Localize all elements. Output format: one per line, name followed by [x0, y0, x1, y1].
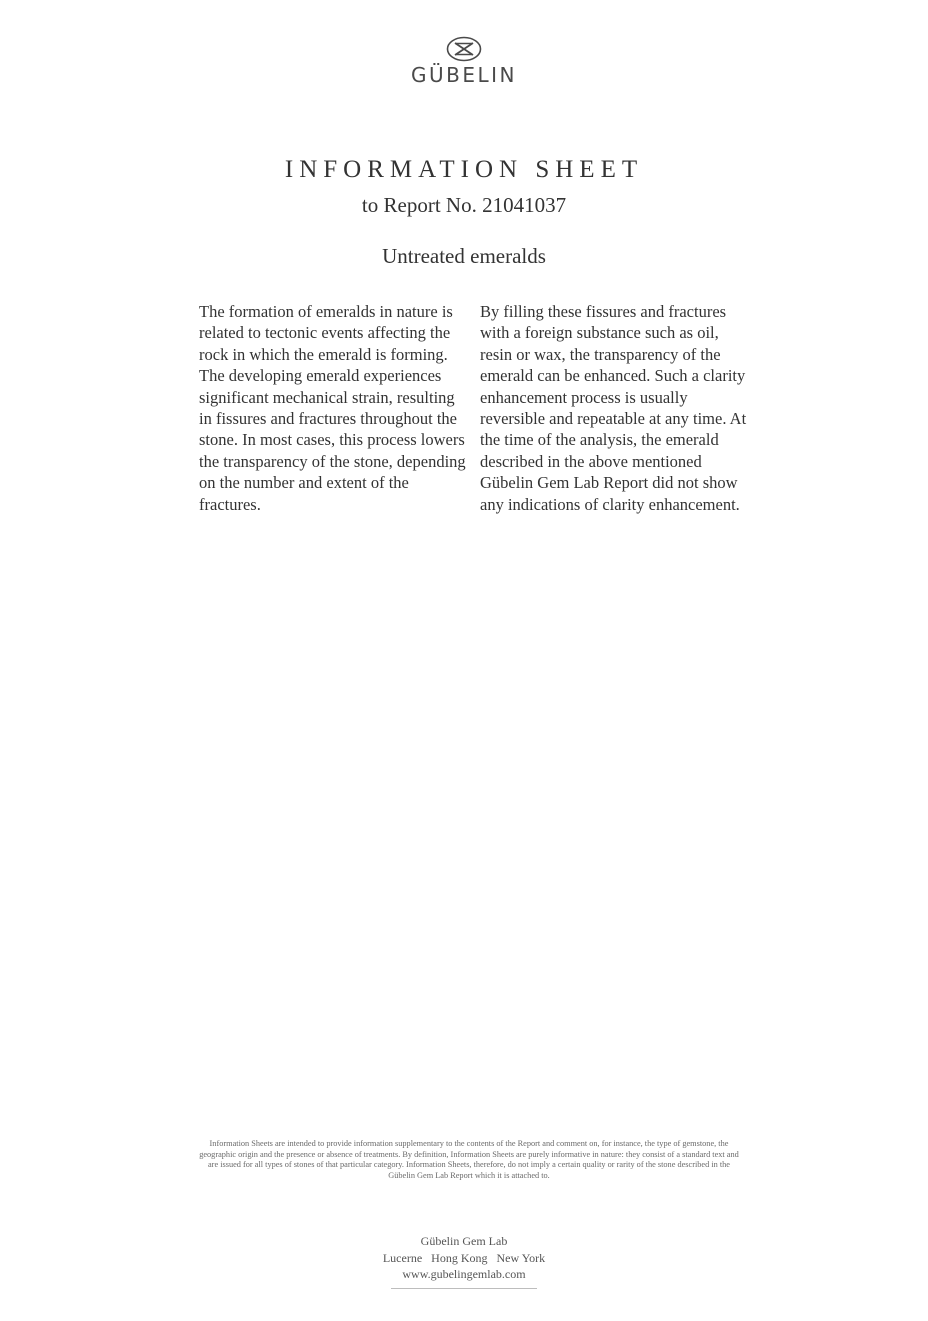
footer-locations: Lucerne Hong Kong New York: [382, 1250, 546, 1265]
document-subtitle: Untreated emeralds: [382, 244, 546, 268]
footer-divider: [391, 1288, 537, 1289]
footer-company: Gübelin Gem Lab: [420, 1234, 508, 1248]
brand-name: GÜBELIN: [411, 63, 517, 87]
header-logo: [0, 36, 928, 87]
footer: [0, 1233, 928, 1289]
gubelin-emblem-icon: [446, 36, 482, 62]
document-title: INFORMATION SHEET: [284, 156, 644, 183]
report-number: to Report No. 21041037: [361, 193, 567, 217]
footer-website[interactable]: www.gubelingemlab.com: [402, 1267, 526, 1281]
paragraph-formation: The formation of emeralds in nature is related to tectonic events affecting the rock in which the emerald is forming. The developing emerald experiences significant mechanical strain, resulting in fissures and fractures throughout the stone. In most cases, this process lowers the transparency of the stone, depending on the number and extent of the fractures.: [199, 302, 466, 514]
paragraph-enhancement: By filling these fissures and fractures with a foreign substance such as oil, resin or wax, the transparency of the emerald can be enhanced. Such a clarity enhancement process is usually reversible and repeatable at any time. At the time of the analysis, the emerald described in the above mentioned Gübelin Gem Lab Report did not show any indications of clarity enhancement.: [480, 302, 747, 514]
disclaimer-text: Information Sheets are intended to provide information supplementary to the contents of the Report and comment on, for instance, the type of gemstone, the geographic origin and the presence or absence of treatments. By definition, Information Sheets are purely informative in nature: they consist of a standard text and are issued for all types of stones of that particular category. Information Sheets, therefore, do not imply a certain quality or rarity of the stone described in the Gübelin Gem Lab Report which it is attached to.: [199, 1139, 739, 1180]
